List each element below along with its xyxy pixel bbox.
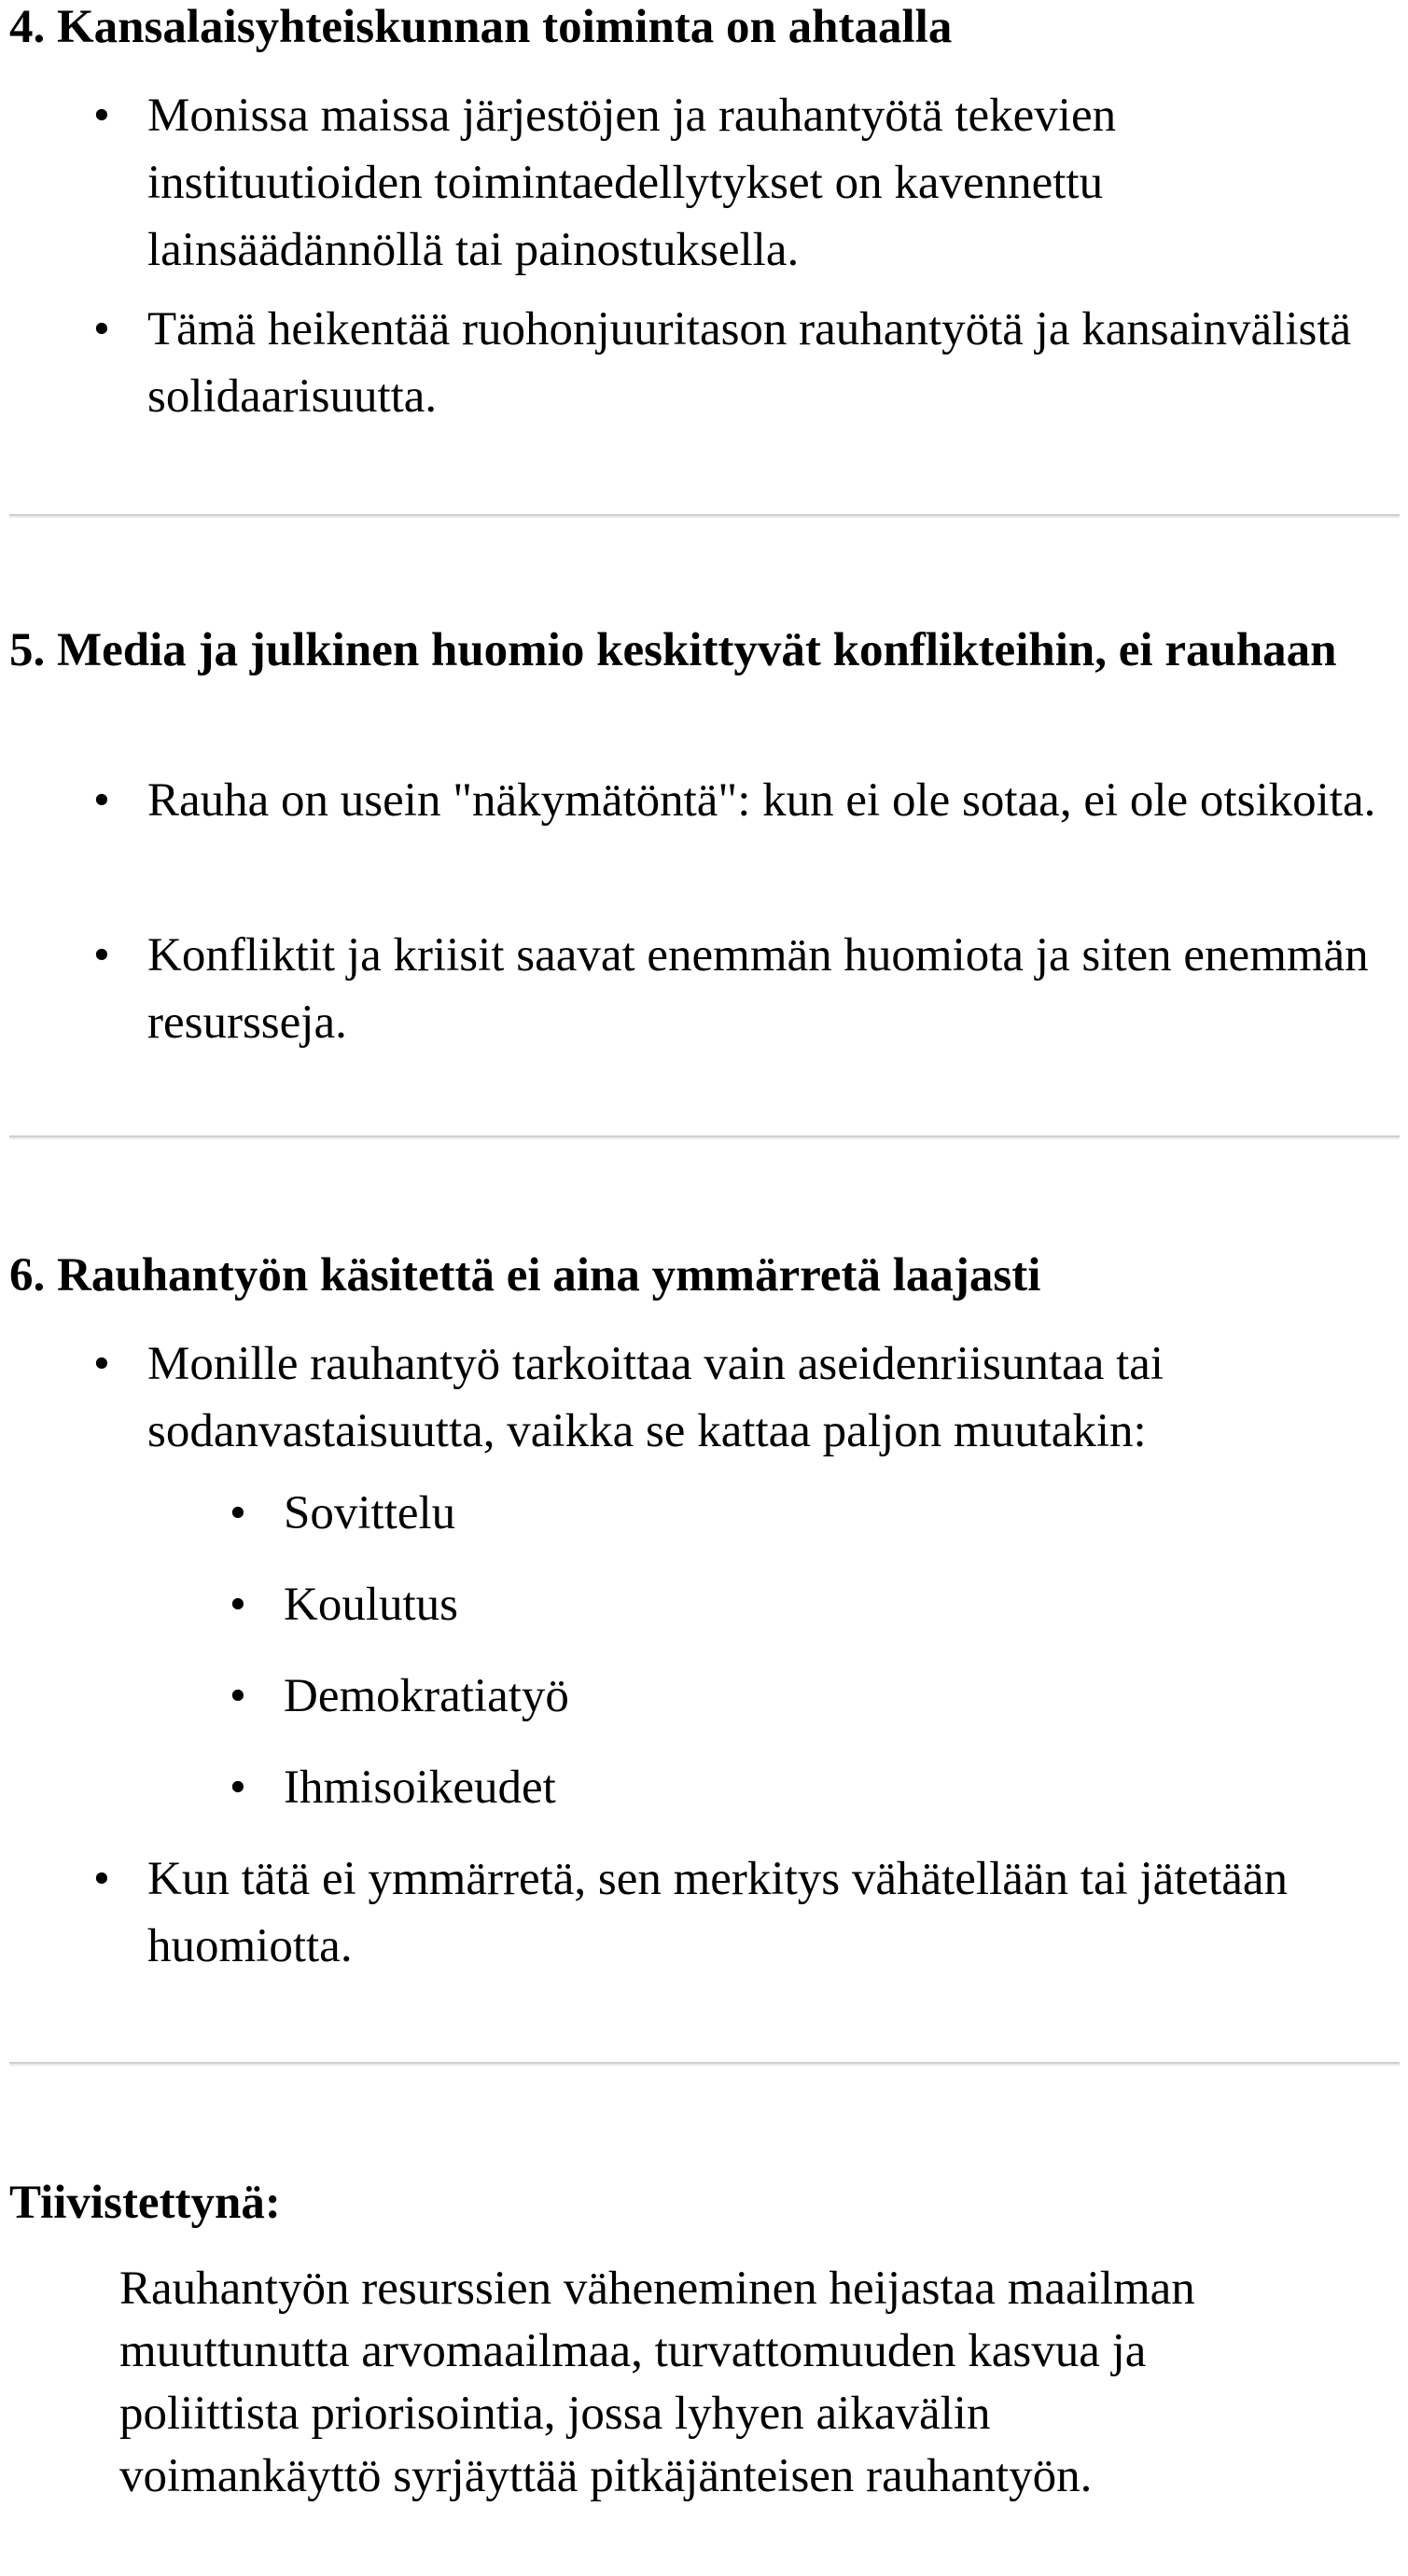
bullet-icon: • (93, 1338, 110, 1390)
section-5-heading: 5. Media ja julkinen huomio keskittyvät konflikteihin, ei rauhaan (9, 624, 1337, 676)
section-6-heading: 6. Rauhantyön käsitettä ei aina ymmärretä laajasti (9, 1249, 1041, 1302)
section-4-heading: 4. Kansalaisyhteiskunnan toiminta on ahtaalla (9, 1, 953, 53)
bullet-icon: • (93, 774, 110, 827)
list-item (93, 1330, 1388, 1465)
bullet-icon: • (93, 90, 110, 142)
sub-list-item-text: Demokratiatyö (284, 1670, 569, 1722)
bullet-icon: • (93, 929, 110, 982)
sub-list-item (230, 1663, 1385, 1730)
sub-list-item (230, 1480, 1385, 1547)
list-item-text: Tämä heikentää ruohonjuuritason rauhantyötä ja kansainvälistä solidaarisuutta. (147, 303, 1352, 423)
bullet-icon: • (230, 1579, 246, 1631)
summary-text: Rauhantyön resurssien väheneminen heijastaa maailman muuttunutta arvomaailmaa, turvattomuuden kasvua ja poliittista priorisointia, jossa lyhyen aikavälin voimankäyttö syrjäyttää pitkäjänteisen rauhantyön. (119, 2263, 1195, 2502)
bullet-icon: • (93, 1853, 110, 1905)
summary-heading: Tiivistettynä: (9, 2177, 281, 2229)
list-item (93, 296, 1388, 430)
list-item (93, 767, 1388, 834)
sub-list-item-text: Sovittelu (284, 1487, 456, 1539)
section-divider (9, 514, 1400, 518)
sub-list-item-text: Koulutus (284, 1579, 459, 1631)
list-item-text: Kun tätä ei ymmärretä, sen merkitys vähätellään tai jätetään huomiotta. (147, 1853, 1289, 1972)
bullet-icon: • (230, 1670, 246, 1722)
list-item-text: Monille rauhantyö tarkoittaa vain aseidenriisuntaa tai sodanvastaisuutta, vaikka se kattaa paljon muutakin: (147, 1338, 1164, 1457)
list-item-text: Rauha on usein "näkymätöntä": kun ei ole sotaa, ei ole otsikoita. (147, 774, 1376, 827)
bullet-icon: • (230, 1487, 246, 1539)
section-divider (9, 1135, 1400, 1139)
list-item-text: Konfliktit ja kriisit saavat enemmän huomiota ja siten enemmän resursseja. (147, 929, 1369, 1049)
list-item (93, 82, 1388, 284)
list-item-text: Monissa maissa järjestöjen ja rauhantyötä tekevien instituutioiden toimintaedellytykset on kavennettu lainsäädännöllä tai painostuksella. (147, 90, 1117, 276)
sub-list-item (230, 1571, 1385, 1638)
list-item (93, 922, 1388, 1056)
section-divider (9, 2062, 1400, 2066)
bullet-icon: • (230, 1761, 246, 1814)
bullet-icon: • (93, 303, 110, 355)
sub-list-item-text: Ihmisoikeudet (284, 1761, 556, 1814)
sub-list-item (230, 1754, 1385, 1821)
list-item (93, 1845, 1388, 1980)
